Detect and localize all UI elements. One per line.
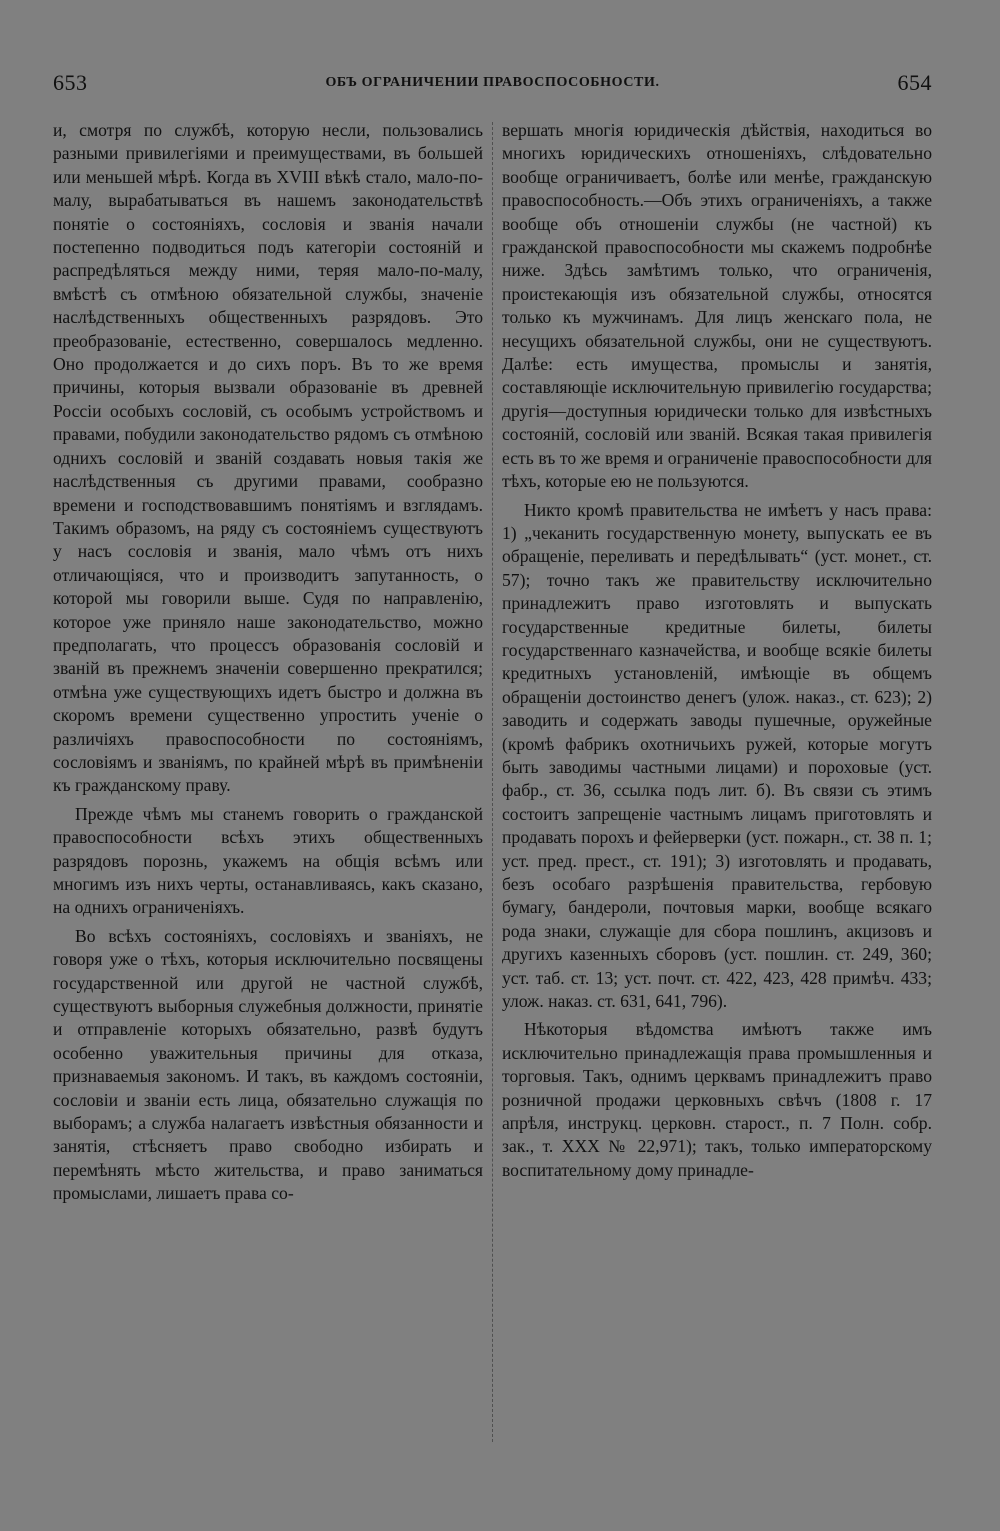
- running-title: ОБЪ ОГРАНИЧЕНИИ ПРАВОСПОСОБНОСТИ.: [325, 75, 660, 90]
- left-page-number: 653: [53, 70, 88, 95]
- right-column: [502, 119, 932, 1182]
- column-divider: [492, 122, 493, 1442]
- paragraph: Нѣкоторыя вѣдомства имѣютъ также имъ исключительно принадлежащія права промышленныя и торговыя. Такъ, однимъ церквамъ принадлежитъ право розничной продажи церковныхъ свѣчъ (1808 г. 17 апрѣля, инструкц. церковн. старост., п. 7 Полн. собр. зак., т. XXX № 22,971); такъ, только императорскому воспитательному дому принадле-: [502, 1019, 932, 1180]
- page-header: [53, 70, 932, 100]
- left-column: [53, 119, 483, 1206]
- paragraph: Никто кромѣ правительства не имѣетъ у насъ права: 1) „чеканить государственную монету, выпускать ее въ обращеніе, переливать и передѣлывать“ (уст. монет., ст. 57); точно такъ же правительству исключительно принадлежитъ право изготовлять и выпускать государственные кредитные билеты, билеты государственнаго казначейства, и вообще всякіе билеты кредитныхъ установленій, имѣющіе въ общемъ обращеніи достоинство денегъ (улож. наказ., ст. 623); 2) заводить и содержать заводы пушечные, оружейные (кромѣ фабрикъ охотничьихъ ружей, которые могутъ быть заводимы частными лицами) и пороховые (уст. фабр., ст. 36, ссылка подъ лит. б). Въ связи съ этимъ состоитъ запрещеніе частнымъ лицамъ приготовлять и продавать порохъ и фейерверки (уст. пожарн., ст. 38 п. 1; уст. пред. прест., ст. 191); 3) изготовлять и продавать, безъ особаго разрѣшенія правительства, гербовую бумагу, бандероли, почтовыя марки, вообще всякаго рода знаки, служащіе для сбора пошлинъ, акцизовъ и другихъ казенныхъ сборовъ (уст. пошлин. ст. 249, 360; уст. таб. ст. 13; уст. почт. ст. 422, 423, 428 примѣч. 433; улож. наказ. ст. 631, 641, 796).: [502, 499, 932, 1012]
- paragraph: Во всѣхъ состояніяхъ, сословіяхъ и званіяхъ, не говоря уже о тѣхъ, которыя исключительно посвящены государственной или другой не частной службѣ, существуютъ выборныя служебныя должности, принятіе и отправленіе которыхъ обязательно, развѣ будутъ особенно уважительныя причины для отказа, признаваемыя закономъ. И такъ, въ каждомъ состояніи, сословіи и званіи есть лица, обязательно служащія по выборамъ; а служба налагаетъ извѣстныя обязанности и занятія, стѣсняетъ право свободно избирать и перемѣнять мѣсто жительства, и право заниматься промыслами, лишаетъ права со-: [53, 925, 483, 1204]
- right-page-number: 654: [897, 70, 932, 95]
- paragraph: и, смотря по службѣ, которую несли, пользовались разными привилегіями и преимуществами, въ большей или меньшей мѣрѣ. Когда въ XVIII вѣкѣ стало, мало-по-малу, вырабатываться въ нашемъ законодательствѣ понятіе о состояніяхъ, сословія и званія начали постепенно подводиться подъ категоріи состояній и распредѣляться между ними, теряя мало-по-малу, вмѣстѣ съ отмѣною обязательной службы, значеніе наслѣдственныхъ общественныхъ разрядовъ. Это преобразованіе, естественно, совершалось медленно. Оно продолжается и до сихъ поръ. Въ то же время причины, которыя вызвали образованіе въ древней Россіи особыхъ сословій, съ особымъ устройствомъ и правами, побудили законодательство рядомъ съ отмѣною однихъ сословій и званій создавать новыя такія же наслѣдственныя съ другими правами, сообразно времени и господствовавшимъ понятіямъ и взглядамъ. Такимъ образомъ, на ряду съ состояніемъ существуютъ у насъ сословія и званія, мало чѣмъ отъ нихъ отличающіяся, что и производитъ запутанность, о которой мы говорили выше. Судя по направленію, которое уже приняло наше законодательство, можно предполагать, что процессъ образованія сословій и званій въ прежнемъ значеніи совершенно прекратился; отмѣна уже существующихъ идетъ быстро и должна въ скоромъ времени существенно упростить ученіе о различіяхъ правоспособности по состояніямъ, сословіямъ и званіямъ, по крайней мѣрѣ въ примѣненіи къ гражданскому праву.: [53, 120, 483, 796]
- paragraph: Прежде чѣмъ мы станемъ говорить о гражданской правоспособности всѣхъ этихъ общественныхъ разрядовъ порознь, укажемъ на общія всѣмъ или многимъ изъ нихъ черты, останавливаясь, какъ сказано, на однихъ ограниченіяхъ.: [53, 803, 483, 918]
- paragraph: вершать многія юридическія дѣйствія, находиться во многихъ юридическихъ отношеніяхъ, слѣдовательно вообще ограничиваетъ, болѣе или менѣе, гражданскую правоспособность.—Объ этихъ ограниченіяхъ, а также вообще объ отношеніи службы (не частной) къ гражданской правоспособности мы скажемъ подробнѣе ниже. Здѣсь замѣтимъ только, что ограниченія, проистекающія изъ обязательной службы, относятся только къ мужчинамъ. Для лицъ женскаго пола, не несущихъ обязательной службы, они не существуютъ. Далѣе: есть имущества, промыслы и занятія, составляющіе исключительную привилегію государства; другія—доступныя юридически только для извѣстныхъ состояній, сословій или званій. Всякая такая привилегія есть въ то же время и ограниченіе правоспособности для тѣхъ, которые ею не пользуются.: [502, 120, 932, 492]
